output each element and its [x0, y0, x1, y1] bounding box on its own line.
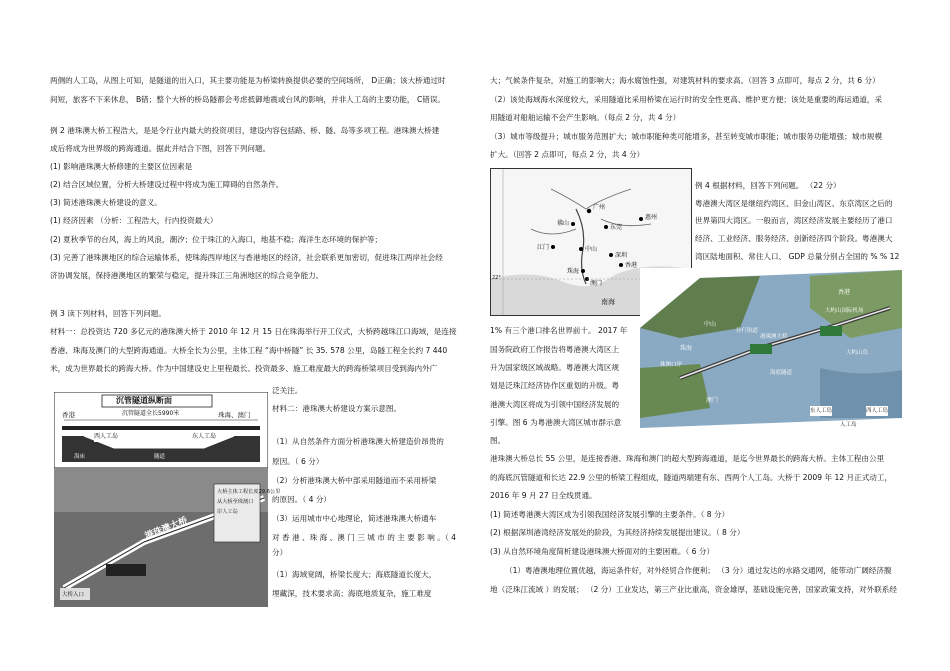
- callout-line: 从大桥至珠澳口: [217, 499, 254, 505]
- text-line: (2) 根据深圳港湾经济发展处的阶段，为其经济持续发展提出建议。（ 8 分）: [490, 528, 745, 537]
- text-line: 港珠澳大桥总长 55 公里，是连接香港、珠海和澳门的超大型跨海通道，是迄今世界最长的跨海大桥。主体工程由公里: [490, 454, 885, 463]
- diagram-label: 大屿山国际机场: [825, 308, 864, 314]
- text-line: 埋藏深，技术要求高；海底地质复杂，施工难度: [272, 589, 432, 598]
- callout-line: 岸人工岛: [217, 509, 238, 515]
- text-line: 经济、工业经济、服务经济、创新经济四个阶段。粤港澳大: [695, 234, 893, 243]
- diagram-label: 人工岛: [840, 422, 857, 428]
- map-label: 深圳: [615, 252, 628, 259]
- text-line: (1) 影响港珠澳大桥修建的主要区位因素是: [50, 162, 193, 171]
- photo-label: 港珠澳大桥: [143, 515, 190, 543]
- label-hongkong: 香港: [62, 411, 75, 419]
- text-line: (2) 夏秋季节的台风，海上的风浪，潮汐；位于珠江的入海口，地基不稳；海洋生态环境的保护等；: [50, 235, 383, 244]
- label-tunnel: 隧道: [154, 454, 166, 460]
- text-line: 引擎。图 6 为粤港澳大湾区城市群示意: [490, 418, 622, 427]
- figure-subtitle: 沉管隧道全长5990米: [122, 410, 180, 417]
- text-line: （2）分析港珠澳大桥中部采用隧道而不采用桥梁: [272, 476, 437, 485]
- text-line: （2）该处海域海水深度较大，采用隧道比采用桥梁在运行时的安全性更高、维护更方便；该处是重要的海运通道，采: [490, 95, 883, 104]
- text-line: (2) 结合区域位置，分析大桥建设过程中将成为施工障碍的自然条件。: [50, 180, 284, 189]
- map-label: 佛山: [557, 220, 570, 227]
- text-line: （3）城市等级提升；城市服务范围扩大；城市职能种类可能增多，甚至转变城市职能；城市服务功能增强；城市规模: [490, 132, 883, 141]
- photo-label: 大桥入口: [62, 592, 85, 598]
- map-label: 中山: [585, 246, 598, 253]
- map-label: 东莞: [610, 224, 623, 231]
- map-label: 惠州: [645, 214, 658, 221]
- text-line: 对 香 港 、珠 海 、澳 门 三 城 市 的 主 要 影 响 。（ 4: [272, 533, 456, 542]
- map-label: 22°: [492, 275, 501, 281]
- label-zhuhai-macau: 珠海、澳门: [218, 411, 251, 419]
- text-line: 间短，旅客不下来休息， B错；整个大桥的桥岛隧都会考虑抵御地震或台风的影响，并非人工岛的主要功能， C错误。: [50, 95, 446, 104]
- diagram-label: 港珠澳大桥: [760, 334, 788, 340]
- text-line: (3) 完善了港珠澳地区的综合运输体系，使珠海西岸地区与香港地区的经济，社会联系更加密切，促进珠江两岸社会经: [50, 253, 443, 262]
- label-seabed: 海床: [74, 454, 86, 460]
- label-east-island: 东人工岛: [192, 433, 217, 440]
- text-line: （1）粤港澳地理位置优越，海运条件好，对外经贸合作便利； （3 分）通过发达的水路交通网，能带动广阔经济腹: [505, 566, 892, 575]
- map-label: 澳门: [590, 280, 603, 287]
- text-line: 划是泛珠江经济协作区重划的升级。粤: [490, 381, 620, 390]
- text-line: （1）海域宽阔，桥梁长度大；海底隧道长度大，: [272, 570, 437, 579]
- text-line: （1）从自然条件方面分析港珠澳大桥建造价昂贵的: [272, 437, 444, 446]
- text-line: 的原因。（ 4 分）: [272, 495, 332, 504]
- map-label: 南海: [601, 298, 615, 306]
- text-line: 2016 年 9 月 27 日全线贯通。: [490, 491, 597, 500]
- text-line: 地（泛珠江流域 ）的发展； （2 分）工业发达，第三产业比重高，资金雄厚，基础设施完善，国家政策支持，对外联系经: [490, 585, 897, 594]
- map-label: 香港: [625, 262, 638, 269]
- text-line: 大；气候条件复杂，对施工的影响大；海水腐蚀性强，对建筑材料的要求高。（回答 3 点即可，每点 2 分，共 6 分）: [490, 76, 880, 85]
- text-line: 用隧道对船舶运输不会产生影响。（每点 2 分，共 4 分）: [490, 113, 681, 122]
- text-line: 成后将成为世界级的跨海通道。据此并结合下图，回答下列问题。: [50, 144, 271, 153]
- text-line: 湾区陆地面积、常住人口、 GDP 总量分别占全国的 % % 12: [695, 252, 900, 261]
- text-line: 国务院政府工作报告将粤港澳大湾区上: [490, 345, 620, 354]
- diagram-label: 中山: [704, 321, 717, 328]
- diagram-label: 西人工岛: [866, 408, 889, 414]
- text-line: （3）运用城市中心地理论，简述港珠澳大桥通车: [272, 514, 437, 523]
- text-line: 的海底沉管隧道和长达 22.9 公里的桥梁工程组成，隧道两端建有东、西两个人工岛。大桥于 2009 年 12 月正式动工，: [490, 473, 893, 482]
- text-line: 分）: [272, 548, 288, 557]
- text-line: 世界第四大湾区。一般而言，湾区经济发展主要经历了港口: [695, 216, 893, 225]
- text-line: 材料二：港珠澳大桥建设方案示意图。: [272, 404, 402, 413]
- text-line: 图。: [490, 436, 506, 445]
- diagram-label: 珠澳口岸: [660, 362, 683, 368]
- diagram-label: 澳门: [706, 397, 719, 404]
- text-line: 济协调发展，保持港澳地区的繁荣与稳定，提升珠江三角洲地区的综合竞争能力。: [50, 271, 324, 280]
- text-line: 升为国家级区域战略。粤港澳大湾区规: [490, 363, 620, 372]
- callout-line: 大桥主体工程长度29.6公里: [217, 489, 281, 495]
- text-line: 泛关注。: [272, 386, 303, 395]
- text-line: 1% 有三个港口排名世界前十。 2017 年: [490, 326, 628, 335]
- text-line: (1) 经济因素 （分析：工程浩大，行内投资最大）: [50, 216, 218, 225]
- text-line: 港澳大湾区将成为引领中国经济发展的: [490, 400, 620, 409]
- text-line: 米，成为世界最长的跨海大桥。作为中国建设史上里程最长、投资最多、施工难度最大的跨海桥梁项目受到海内外广: [50, 364, 438, 373]
- map-label: 江门: [537, 244, 550, 251]
- text-line: (3) 从自然环境角度简析建设港珠澳大桥面对的主要困难。（ 6 分）: [490, 547, 715, 556]
- text-line: 例 2 港珠澳大桥工程浩大，是是令行业内最大的投资项目，建设内容包括路、桥、隧、岛等多项工程。港珠澳大桥建: [50, 126, 440, 135]
- text-line: 例 4 根据材料，回答下列问题。 （22 分）: [695, 181, 841, 190]
- diagram-label: 海底隧道: [770, 370, 793, 376]
- diagram-label: 伶仃航道: [736, 328, 759, 334]
- text-line: 材料一：总投资达 720 多亿元的港珠澳大桥于 2010 年 12 月 15 日在珠海举行开工仪式，大桥跨越珠江口海域，是连接: [50, 327, 457, 336]
- text-line: (1) 简述粤港澳大湾区成为引领我国经济发展引擎的主要条件。（ 8 分）: [490, 510, 730, 519]
- text-line: (3) 简述港珠澳大桥建设的意义。: [50, 198, 162, 207]
- text-line: 原因。（ 6 分）: [272, 457, 324, 466]
- label-west-island: 西人工岛: [94, 433, 119, 440]
- text-line: 两侧的人工岛，从图上可知，是隧道的出入口，其主要功能是为桥梁转换提供必要的空间场所， D正确；该大桥通过时: [50, 76, 446, 85]
- text-line: 香港、珠海及澳门的大型跨海通道。大桥全长为公里，主体工程 “海中桥隧” 长 35. 578 公里，岛隧工程全长约 7 440: [50, 346, 448, 355]
- map-label: 广州: [593, 204, 606, 211]
- bridge-perspective-diagram: [640, 268, 902, 434]
- diagram-label: 香港: [838, 289, 851, 296]
- bridge-scheme-figure: [54, 392, 281, 607]
- diagram-label: 大屿山岛: [846, 350, 869, 356]
- text-line: 扩大。（回答 2 点即可，每点 2 分，共 4 分）: [490, 150, 645, 159]
- diagram-label: 珠海: [680, 345, 693, 352]
- text-line: 例 3 读下列材料，回答下列问题。: [50, 309, 166, 318]
- diagram-label: 东人工岛: [810, 408, 833, 414]
- text-line: 粤港澳大湾区是继纽约湾区、旧金山湾区、东京湾区之后的: [695, 199, 893, 208]
- map-label: 珠海: [567, 268, 580, 275]
- figure-title: 沉管隧道纵断面: [116, 396, 172, 405]
